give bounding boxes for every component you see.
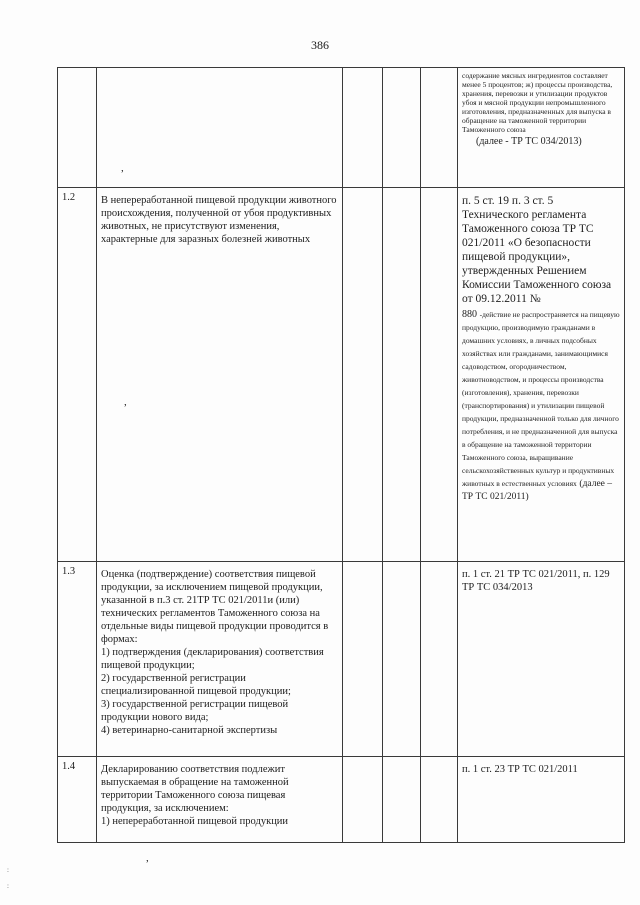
- requirement-cell: [97, 562, 343, 757]
- requirement-text: Декларированию соответствия подлежит выпускаемая в обращение на таможенной территории Таможенного союза пищевая продукция, за исключением:: [101, 764, 289, 814]
- scan-mark: ,: [121, 162, 124, 174]
- empty-cell: [421, 757, 458, 843]
- table-row: [58, 562, 625, 757]
- table-row: [58, 188, 625, 562]
- reference-cell: [458, 68, 625, 188]
- list-item: 3) государственной регистрации пищевой продукции нового вида;: [101, 699, 289, 723]
- page-number: 386: [311, 38, 329, 52]
- row-number-cell: 1.3: [58, 562, 97, 757]
- table-row: [58, 68, 625, 188]
- requirement-text: Оценка (подтверждение) соответствия пищевой продукции, за исключением пищевой продукции, указанной в п.3 ст. 21ТР ТС 021/2011и (или) технических регламентов Таможенного союза на отдельные виды пищевой продукции проводится в формах:: [101, 569, 329, 645]
- reference-decision-number: 880: [462, 309, 477, 320]
- empty-cell: [421, 188, 458, 562]
- empty-cell: [343, 68, 383, 188]
- reference-abbreviation: (далее - ТР ТС 034/2013): [476, 136, 582, 147]
- list-item: 4) ветеринарно-санитарной экспертизы: [101, 725, 278, 736]
- reference-main-text: п. 5 ст. 19 п. 3 ст. 5 Технического регламента Таможенного союза ТР ТС 021/2011 «О безопасности пищевой продукции», утвержденных Решением Комиссии Таможенного союза от 09.12.2011 №: [462, 195, 612, 305]
- empty-cell: [421, 68, 458, 188]
- list-item: 1) непереработанной пищевой продукции: [101, 816, 289, 827]
- scan-mark: ,: [146, 852, 149, 864]
- requirements-table: [57, 67, 625, 843]
- empty-cell: [383, 562, 421, 757]
- row-number-cell: 1.2: [58, 188, 97, 562]
- requirement-cell: В непереработанной пищевой продукции животного происхождения, полученной от убоя продуктивных животных, не присутствуют изменения, характерные для заразных болезней животных: [97, 188, 343, 562]
- empty-cell: [383, 757, 421, 843]
- requirement-cell: [97, 757, 343, 843]
- scan-edge-mark: :: [7, 866, 9, 874]
- requirement-cell: [97, 68, 343, 188]
- list-item: 2) государственной регистрации специализированной пищевой продукции;: [101, 673, 291, 697]
- empty-cell: [383, 68, 421, 188]
- empty-cell: [343, 562, 383, 757]
- reference-abbreviation: (далее – ТР ТС 021/2011): [462, 479, 613, 502]
- list-item: 1) подтверждения (декларирования) соответствия пищевой продукции;: [101, 647, 324, 671]
- scan-edge-mark: :: [7, 882, 9, 890]
- reference-cell: [458, 188, 625, 562]
- empty-cell: [343, 188, 383, 562]
- row-number-cell: [58, 68, 97, 188]
- table-row: [58, 757, 625, 843]
- scan-mark: ,: [124, 396, 127, 408]
- reference-note: содержание мясных ингредиентов составляет менее 5 процентов; ж) процессы производства, хранения, перевозки и утилизации продуктов убоя и мясной продукции непромышленного изготовления, предназначенных для выпуска в обращение на таможенной территории Таможенного союза: [462, 71, 613, 134]
- reference-cell: п. 1 ст. 21 ТР ТС 021/2011, п. 129 ТР ТС 034/2013: [458, 562, 625, 757]
- reference-cell: п. 1 ст. 23 ТР ТС 021/2011: [458, 757, 625, 843]
- row-number-cell: 1.4: [58, 757, 97, 843]
- reference-note: -действие не распространяется на пищевую продукцию, производимую гражданами в домашних условиях, в личных подсобных хозяйствах или гражданами, занимающимися садоводством, огородничеством, животноводством, и процессы производства (изготовления), хранения, перевозки (транспортирования) и утилизации пищевой продукции, предназначенной только для личного потребления, и не предназначенной для выпуска в обращение на таможенной территории Таможенного союза, выращивание сельскохозяйственных культур и продуктивных животных в естественных условиях: [462, 310, 620, 488]
- empty-cell: [343, 757, 383, 843]
- empty-cell: [383, 188, 421, 562]
- empty-cell: [421, 562, 458, 757]
